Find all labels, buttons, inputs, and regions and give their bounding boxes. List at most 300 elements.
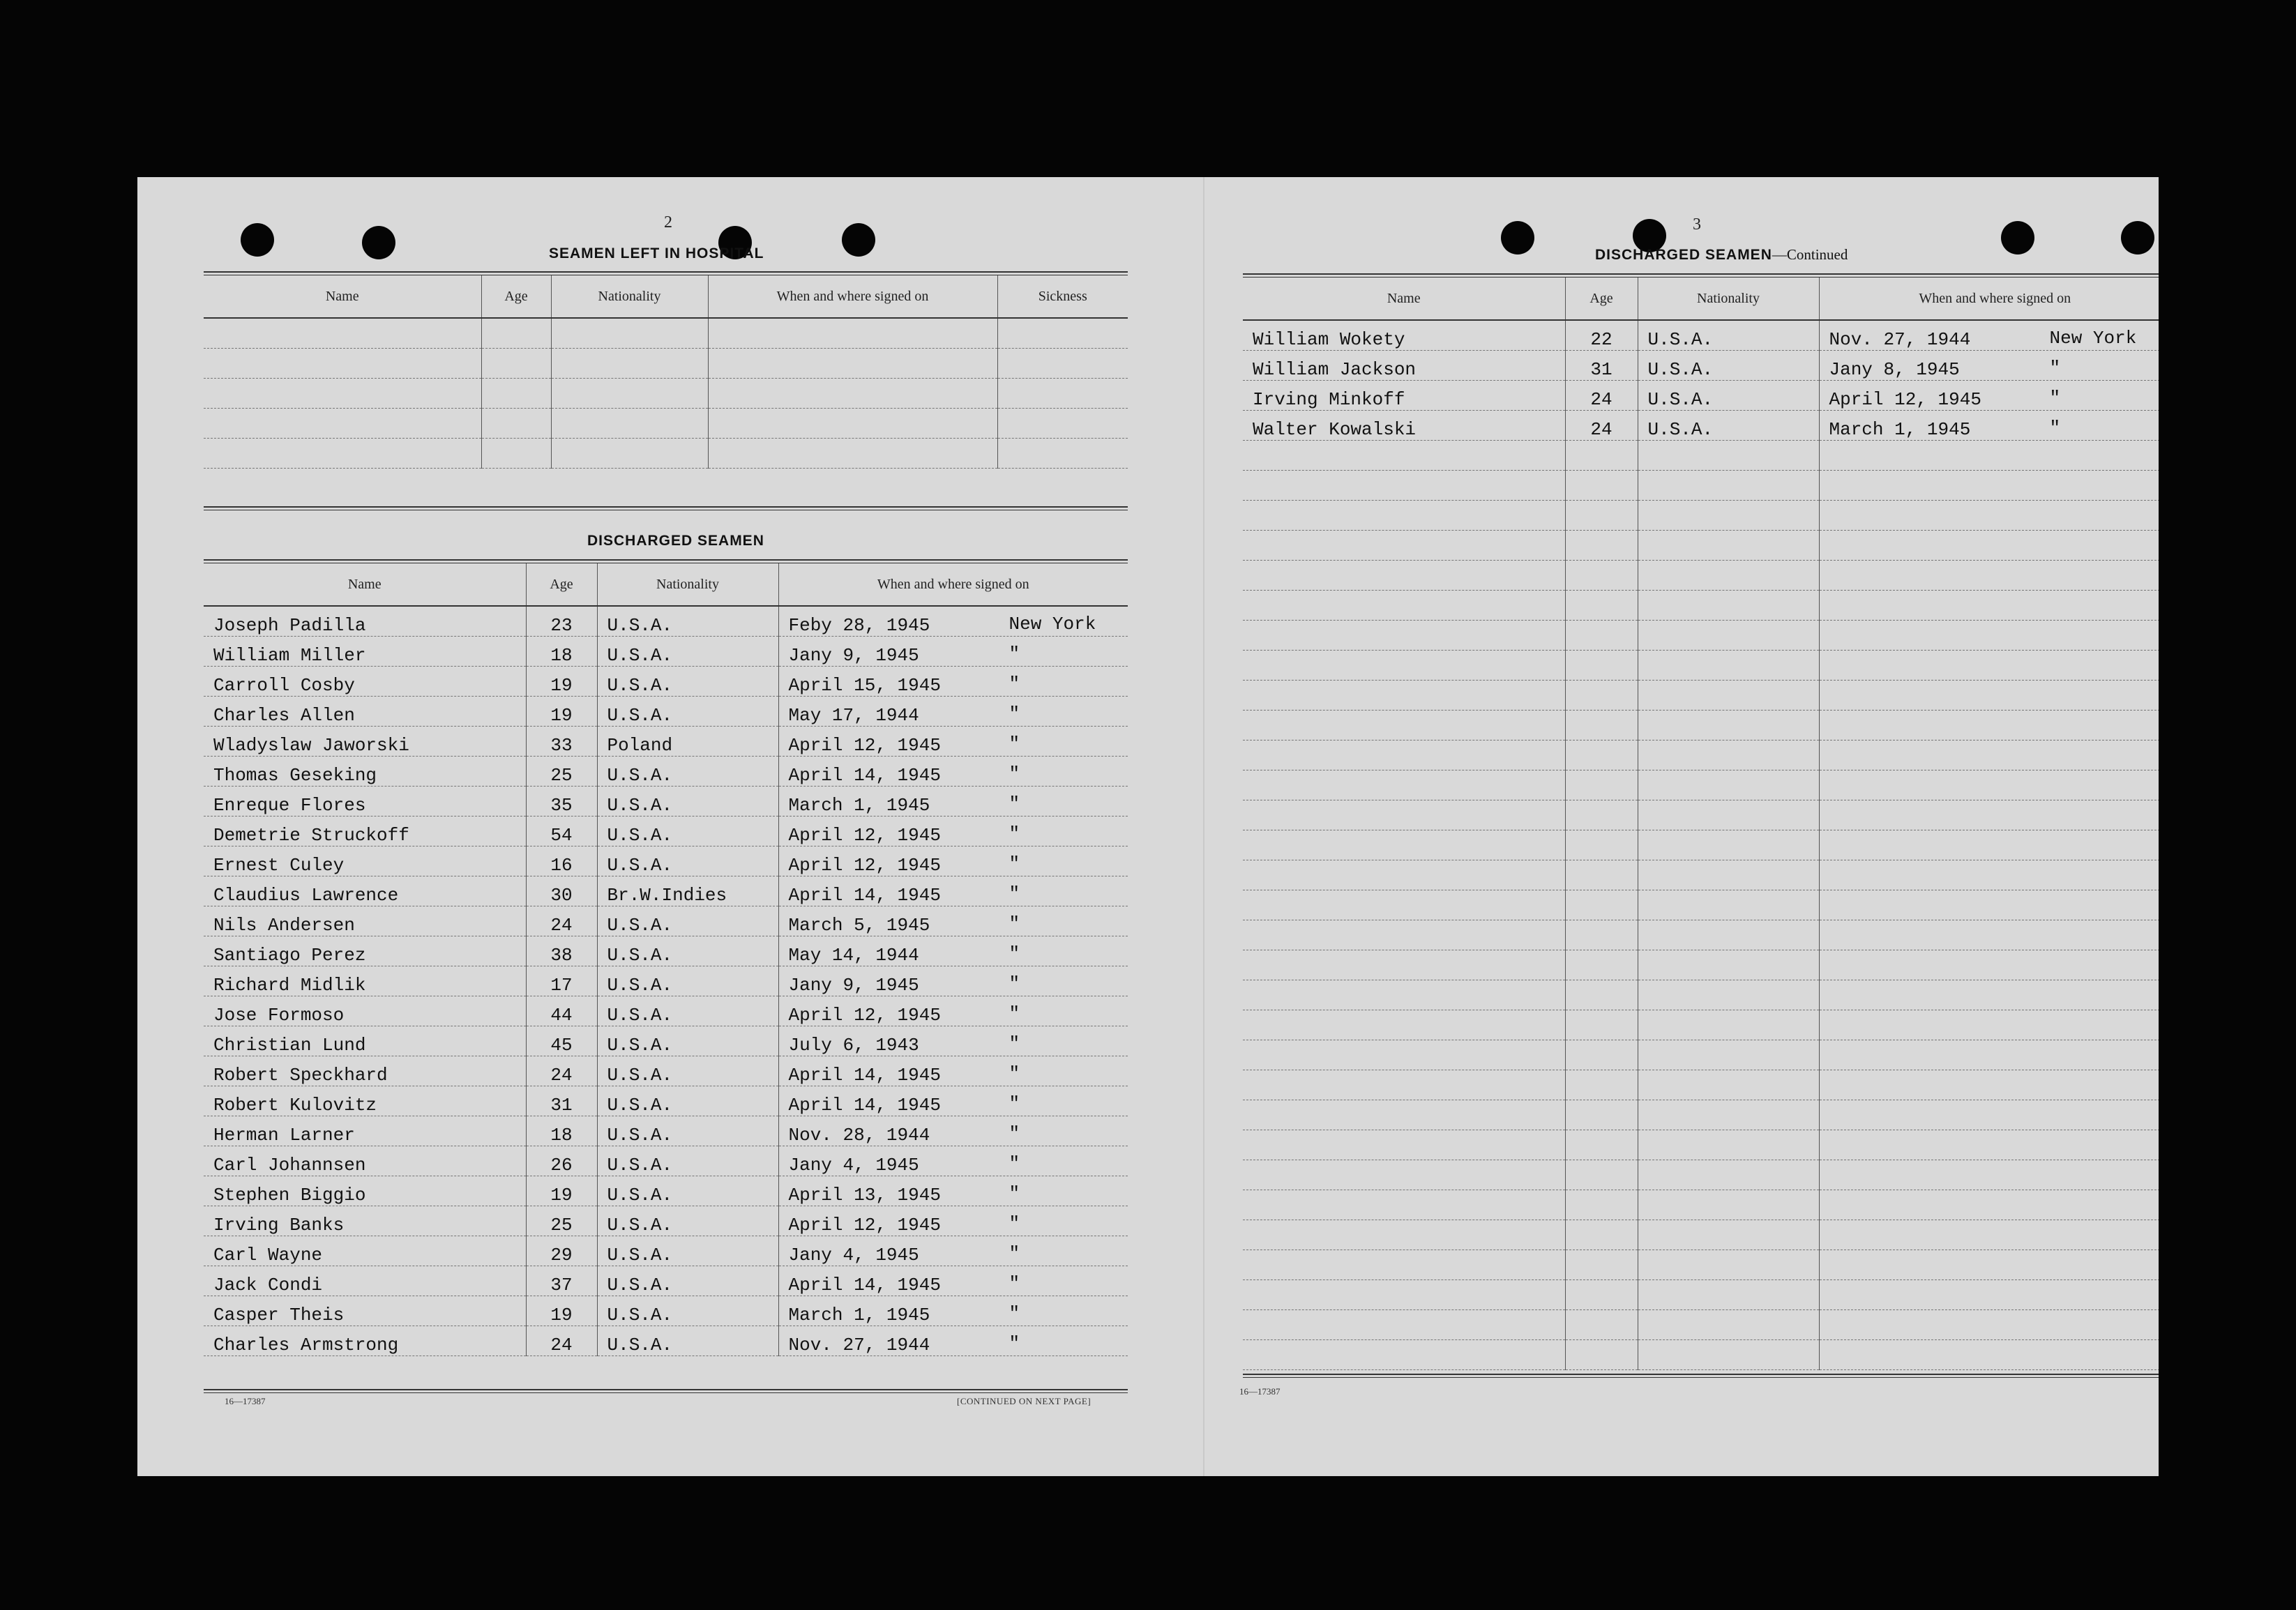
age-cell [1565, 1160, 1638, 1190]
when-where-cell [1819, 800, 2159, 830]
nationality-cell [1638, 441, 1819, 471]
age-cell: 45 [526, 1026, 597, 1056]
age-cell [1565, 1220, 1638, 1250]
table-row [1243, 800, 2159, 830]
name-cell: Carl Wayne [204, 1236, 526, 1266]
when-where-cell [778, 697, 1128, 727]
when-where-cell [1819, 531, 2159, 561]
signed-on-place: " [1009, 793, 1020, 814]
name-cell: Stephen Biggio [204, 1176, 526, 1206]
when-where-cell [1819, 711, 2159, 741]
when-where-cell [1819, 501, 2159, 531]
table-row [1243, 1130, 2159, 1160]
nationality-cell [1638, 1100, 1819, 1130]
nationality-cell [1638, 860, 1819, 890]
name-cell: Thomas Geseking [204, 757, 526, 787]
table-row [204, 1296, 1128, 1326]
table-row [204, 1236, 1128, 1266]
age-cell [1565, 651, 1638, 681]
table-row [204, 787, 1128, 817]
nationality-cell: U.S.A. [597, 1296, 778, 1326]
nationality-cell: U.S.A. [597, 1116, 778, 1146]
age-cell: 24 [526, 906, 597, 936]
name-cell [1243, 1040, 1565, 1070]
nationality-cell: U.S.A. [597, 637, 778, 667]
when-where-cell [778, 1026, 1128, 1056]
when-where-cell [778, 757, 1128, 787]
name-cell [1243, 711, 1565, 741]
signed-on-date: Nov. 27, 1944 [788, 1335, 930, 1355]
signed-on-date: April 12, 1945 [788, 855, 941, 876]
when-where-cell [1819, 770, 2159, 800]
name-cell: Enreque Flores [204, 787, 526, 817]
age-cell [1565, 1280, 1638, 1310]
name-cell: William Wokety [1243, 320, 1565, 351]
when-where-cell [1819, 860, 2159, 890]
signed-on-place: " [1009, 883, 1020, 904]
age-cell: 33 [526, 727, 597, 757]
right-bottom-rule [1243, 1374, 2159, 1378]
nationality-cell [1638, 531, 1819, 561]
table-row [204, 1206, 1128, 1236]
nationality-cell [1638, 1190, 1819, 1220]
continued-note: [CONTINUED ON NEXT PAGE] [957, 1396, 1092, 1406]
age-cell: 29 [526, 1236, 597, 1266]
when-where-cell [1819, 980, 2159, 1010]
when-where-cell [778, 1296, 1128, 1326]
when-where-cell [778, 846, 1128, 876]
table-row [1243, 1070, 2159, 1100]
signed-on-place: " [2049, 418, 2061, 439]
name-cell: Santiago Perez [204, 936, 526, 966]
when-where-cell [1819, 1160, 2159, 1190]
name-cell: Ernest Culey [204, 846, 526, 876]
signed-on-date: April 12, 1945 [788, 825, 941, 846]
when-where-cell [1819, 1250, 2159, 1280]
age-cell [1565, 681, 1638, 711]
when-where-cell [1819, 1340, 2159, 1370]
signed-on-date: Feby 28, 1945 [788, 615, 930, 636]
signed-on-place: " [1009, 1063, 1020, 1084]
signed-on-place: " [1009, 943, 1020, 964]
signed-on-date: April 14, 1945 [788, 885, 941, 906]
table-row [204, 906, 1128, 936]
age-cell: 17 [526, 966, 597, 996]
signed-on-place: " [1009, 704, 1020, 724]
nationality-cell [1638, 920, 1819, 950]
signed-on-date: March 1, 1945 [788, 795, 930, 816]
right-page [1204, 177, 2159, 1476]
name-cell: Jose Formoso [204, 996, 526, 1026]
nationality-cell [1638, 1280, 1819, 1310]
when-where-cell [1819, 920, 2159, 950]
age-cell: 25 [526, 1206, 597, 1236]
form-code: 16—17387 [1239, 1386, 1281, 1397]
table-row [1243, 501, 2159, 531]
table-row [204, 846, 1128, 876]
punch-hole [2121, 221, 2154, 255]
age-cell: 23 [526, 606, 597, 637]
when-where-cell [1819, 471, 2159, 501]
signed-on-place: " [1009, 823, 1020, 844]
nationality-cell [1638, 950, 1819, 980]
age-cell [1565, 471, 1638, 501]
nationality-cell [1638, 1010, 1819, 1040]
table-row [204, 996, 1128, 1026]
age-cell: 18 [526, 1116, 597, 1146]
age-cell: 16 [526, 846, 597, 876]
table-row [1243, 830, 2159, 860]
nationality-cell [1638, 591, 1819, 621]
name-cell [1243, 1220, 1565, 1250]
table-row [1243, 561, 2159, 591]
section-title-text: DISCHARGED SEAMEN [1595, 247, 1772, 263]
when-where-cell [1819, 1040, 2159, 1070]
when-where-cell [1819, 1280, 2159, 1310]
name-cell [1243, 830, 1565, 860]
table-row [204, 936, 1128, 966]
table-row [204, 1056, 1128, 1086]
name-cell: Charles Armstrong [204, 1326, 526, 1356]
when-where-cell [778, 787, 1128, 817]
signed-on-date: April 12, 1945 [1829, 389, 1981, 410]
nationality-cell [1638, 1130, 1819, 1160]
continued-section-title [1595, 246, 1848, 264]
table-row [204, 667, 1128, 697]
name-cell [1243, 651, 1565, 681]
age-cell [1565, 950, 1638, 980]
age-cell: 38 [526, 936, 597, 966]
age-cell [1565, 1070, 1638, 1100]
signed-on-date: April 15, 1945 [788, 675, 941, 696]
nationality-cell [1638, 980, 1819, 1010]
discharged-section-title: DISCHARGED SEAMEN [587, 533, 764, 549]
table-row [204, 876, 1128, 906]
table-row [1243, 980, 2159, 1010]
left-page [137, 177, 1204, 1476]
age-cell [1565, 1100, 1638, 1130]
signed-on-place: " [1009, 973, 1020, 994]
table-row [204, 349, 1128, 379]
signed-on-date: March 1, 1945 [788, 1305, 930, 1326]
table-row [204, 1176, 1128, 1206]
name-cell [1243, 1310, 1565, 1340]
nationality-cell: U.S.A. [597, 1176, 778, 1206]
nationality-cell: U.S.A. [597, 966, 778, 996]
table-row [1243, 320, 2159, 351]
when-where-cell [778, 876, 1128, 906]
when-where-cell [1819, 1310, 2159, 1340]
age-cell: 31 [1565, 351, 1638, 381]
age-cell: 44 [526, 996, 597, 1026]
punch-hole [241, 223, 274, 257]
when-where-cell [1819, 351, 2159, 381]
table-row [204, 727, 1128, 757]
table-row [1243, 711, 2159, 741]
when-where-cell [1819, 621, 2159, 651]
nationality-cell [1638, 681, 1819, 711]
signed-on-place: " [1009, 644, 1020, 664]
nationality-cell [1638, 1340, 1819, 1370]
signed-on-place: " [1009, 913, 1020, 934]
table-row [1243, 1280, 2159, 1310]
signed-on-date: Jany 9, 1945 [788, 645, 919, 666]
column-header-when-where: When and where signed on [1819, 278, 2159, 320]
nationality-cell: U.S.A. [1638, 351, 1819, 381]
table-row [204, 966, 1128, 996]
signed-on-date: Jany 8, 1945 [1829, 359, 1960, 380]
table-row [1243, 1010, 2159, 1040]
table-row [1243, 381, 2159, 411]
table-row [1243, 890, 2159, 920]
signed-on-place: " [2049, 388, 2061, 409]
age-cell [1565, 1130, 1638, 1160]
section-title-suffix: —Continued [1772, 246, 1848, 263]
age-cell [1565, 621, 1638, 651]
when-where-cell [1819, 890, 2159, 920]
name-cell: Carroll Cosby [204, 667, 526, 697]
age-cell [1565, 591, 1638, 621]
table-row [1243, 1100, 2159, 1130]
column-header-nationality: Nationality [551, 275, 708, 318]
signed-on-date: May 14, 1944 [788, 945, 919, 966]
nationality-cell [1638, 711, 1819, 741]
name-cell [1243, 1130, 1565, 1160]
when-where-cell [1819, 561, 2159, 591]
signed-on-date: March 1, 1945 [1829, 419, 1971, 440]
when-where-cell [1819, 950, 2159, 980]
table-row [204, 1086, 1128, 1116]
nationality-cell: U.S.A. [1638, 381, 1819, 411]
nationality-cell [1638, 471, 1819, 501]
age-cell [1565, 741, 1638, 770]
name-cell [1243, 441, 1565, 471]
age-cell [1565, 561, 1638, 591]
when-where-cell [778, 727, 1128, 757]
name-cell [1243, 920, 1565, 950]
nationality-cell [1638, 621, 1819, 651]
signed-on-place: " [2049, 358, 2061, 379]
table-row [1243, 741, 2159, 770]
age-cell [1565, 890, 1638, 920]
discharged-bottom-rule [204, 1389, 1128, 1393]
punch-hole [2001, 221, 2034, 255]
name-cell: Irving Minkoff [1243, 381, 1565, 411]
column-header-when-where: When and where signed on [708, 275, 997, 318]
signed-on-date: May 17, 1944 [788, 705, 919, 726]
when-where-cell [1819, 320, 2159, 351]
when-where-cell [1819, 1130, 2159, 1160]
name-cell [1243, 681, 1565, 711]
when-where-cell [778, 1176, 1128, 1206]
signed-on-date: Jany 4, 1945 [788, 1245, 919, 1266]
age-cell: 24 [1565, 411, 1638, 441]
nationality-cell: U.S.A. [597, 1206, 778, 1236]
page-number: 3 [1693, 215, 1701, 234]
table-row [204, 1266, 1128, 1296]
when-where-cell [1819, 1070, 2159, 1100]
signed-on-date: Nov. 28, 1944 [788, 1125, 930, 1146]
age-cell: 19 [526, 1176, 597, 1206]
age-cell [1565, 800, 1638, 830]
nationality-cell [1638, 561, 1819, 591]
signed-on-place: " [1009, 764, 1020, 784]
punch-hole [1501, 221, 1534, 255]
table-row [1243, 1250, 2159, 1280]
signed-on-place: " [1009, 1033, 1020, 1054]
nationality-cell [1638, 1250, 1819, 1280]
table-row [1243, 920, 2159, 950]
table-row [204, 1116, 1128, 1146]
signed-on-place: " [1009, 1273, 1020, 1294]
table-row [204, 697, 1128, 727]
nationality-cell [1638, 890, 1819, 920]
nationality-cell: U.S.A. [597, 936, 778, 966]
age-cell [1565, 1040, 1638, 1070]
nationality-cell: U.S.A. [1638, 320, 1819, 351]
signed-on-place: New York [1009, 614, 1096, 635]
when-where-cell [778, 817, 1128, 846]
age-cell: 18 [526, 637, 597, 667]
hospital-section-title: SEAMEN LEFT IN HOSPITAL [549, 245, 764, 261]
when-where-cell [778, 1326, 1128, 1356]
signed-on-date: July 6, 1943 [788, 1035, 919, 1056]
nationality-cell [1638, 501, 1819, 531]
signed-on-date: March 5, 1945 [788, 915, 930, 936]
column-header-name: Name [204, 275, 481, 318]
nationality-cell [1638, 830, 1819, 860]
table-row [1243, 1310, 2159, 1340]
name-cell [1243, 1070, 1565, 1100]
when-where-cell [778, 606, 1128, 637]
name-cell: Carl Johannsen [204, 1146, 526, 1176]
table-row [1243, 471, 2159, 501]
nationality-cell: U.S.A. [1638, 411, 1819, 441]
when-where-cell [778, 1086, 1128, 1116]
age-cell: 30 [526, 876, 597, 906]
table-row [1243, 1340, 2159, 1370]
name-cell [1243, 1190, 1565, 1220]
age-cell: 19 [526, 1296, 597, 1326]
table-row [1243, 1190, 2159, 1220]
name-cell [1243, 531, 1565, 561]
name-cell [1243, 1340, 1565, 1370]
name-cell [1243, 1100, 1565, 1130]
name-cell: Wladyslaw Jaworski [204, 727, 526, 757]
nationality-cell [1638, 800, 1819, 830]
name-cell [1243, 1160, 1565, 1190]
nationality-cell: U.S.A. [597, 1266, 778, 1296]
age-cell [1565, 501, 1638, 531]
table-row [204, 757, 1128, 787]
column-header-sickness: Sickness [997, 275, 1128, 318]
age-cell: 25 [526, 757, 597, 787]
name-cell [1243, 860, 1565, 890]
when-where-cell [1819, 591, 2159, 621]
nationality-cell: U.S.A. [597, 1236, 778, 1266]
column-header-age: Age [526, 563, 597, 606]
table-row [1243, 351, 2159, 381]
name-cell [1243, 770, 1565, 800]
nationality-cell: U.S.A. [597, 1026, 778, 1056]
form-code: 16—17387 [225, 1396, 266, 1406]
name-cell: Jack Condi [204, 1266, 526, 1296]
when-where-cell [1819, 741, 2159, 770]
signed-on-place: " [1009, 674, 1020, 694]
name-cell [1243, 591, 1565, 621]
when-where-cell [1819, 441, 2159, 471]
when-where-cell [778, 1206, 1128, 1236]
table-row [1243, 441, 2159, 471]
age-cell [1565, 711, 1638, 741]
name-cell: Robert Speckhard [204, 1056, 526, 1086]
name-cell [1243, 621, 1565, 651]
signed-on-date: April 12, 1945 [788, 1005, 941, 1026]
age-cell: 22 [1565, 320, 1638, 351]
signed-on-place: " [1009, 853, 1020, 874]
age-cell: 19 [526, 667, 597, 697]
table-row [1243, 621, 2159, 651]
signed-on-place: " [1009, 1333, 1020, 1354]
name-cell [1243, 1250, 1565, 1280]
table-row [204, 637, 1128, 667]
name-cell: Claudius Lawrence [204, 876, 526, 906]
signed-on-place: " [1009, 1303, 1020, 1324]
signed-on-date: April 14, 1945 [788, 1275, 941, 1296]
name-cell: Robert Kulovitz [204, 1086, 526, 1116]
nationality-cell [1638, 770, 1819, 800]
name-cell [1243, 1010, 1565, 1040]
age-cell [1565, 1310, 1638, 1340]
nationality-cell: Br.W.Indies [597, 876, 778, 906]
name-cell: Richard Midlik [204, 966, 526, 996]
table-row [204, 606, 1128, 637]
signed-on-place: New York [2049, 328, 2137, 349]
name-cell [1243, 800, 1565, 830]
signed-on-place: " [1009, 1093, 1020, 1114]
nationality-cell [1638, 1040, 1819, 1070]
column-header-when-where: When and where signed on [778, 563, 1128, 606]
signed-on-place: " [1009, 1123, 1020, 1144]
table-row [204, 409, 1128, 439]
document-sheet [137, 177, 2159, 1476]
age-cell [1565, 1340, 1638, 1370]
table-row [1243, 411, 2159, 441]
hospital-bottom-rule [204, 506, 1128, 510]
nationality-cell [1638, 1070, 1819, 1100]
signed-on-date: April 13, 1945 [788, 1185, 941, 1206]
column-header-name: Name [204, 563, 526, 606]
nationality-cell: U.S.A. [597, 846, 778, 876]
name-cell [1243, 890, 1565, 920]
when-where-cell [1819, 381, 2159, 411]
nationality-cell: U.S.A. [597, 1326, 778, 1356]
when-where-cell [1819, 681, 2159, 711]
page-number: 2 [664, 213, 672, 231]
name-cell: Demetrie Struckoff [204, 817, 526, 846]
nationality-cell: U.S.A. [597, 787, 778, 817]
age-cell: 24 [526, 1056, 597, 1086]
table-row [1243, 1220, 2159, 1250]
signed-on-place: " [1009, 1243, 1020, 1264]
signed-on-date: April 12, 1945 [788, 1215, 941, 1236]
when-where-cell [778, 906, 1128, 936]
table-row [204, 379, 1128, 409]
table-row [1243, 591, 2159, 621]
age-cell: 54 [526, 817, 597, 846]
age-cell [1565, 920, 1638, 950]
name-cell [1243, 471, 1565, 501]
